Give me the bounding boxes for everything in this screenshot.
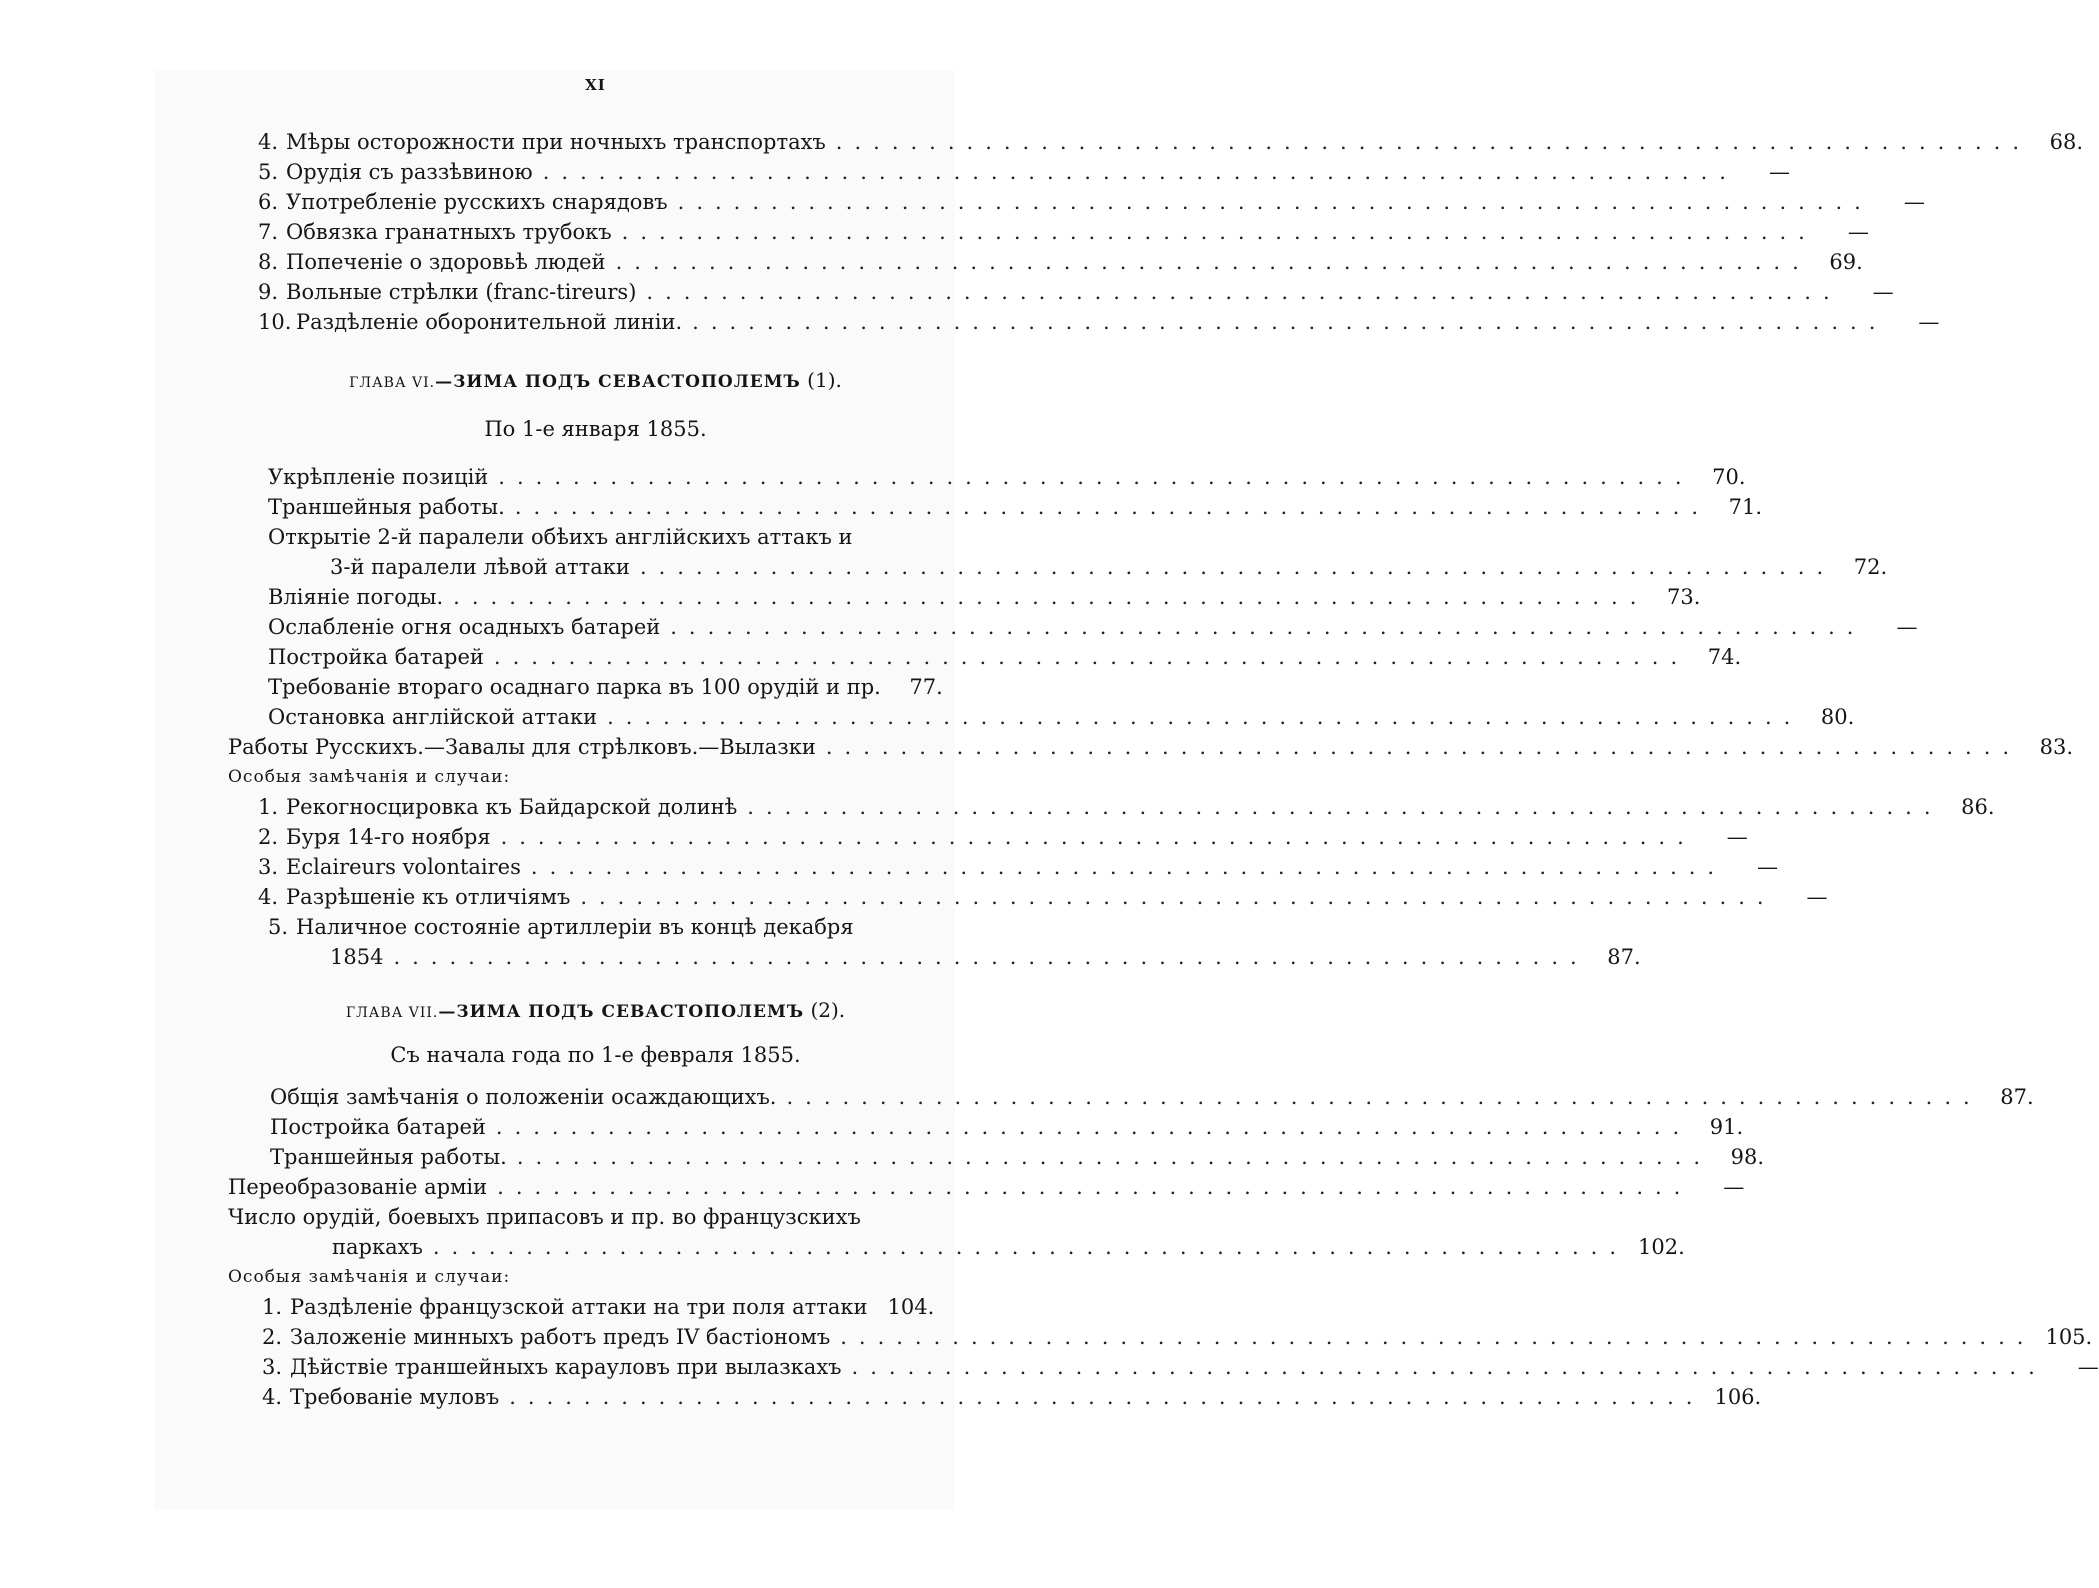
toc-entry: 4. Разрѣшеніе къ отличіямъ ................................................................ — — [258, 885, 1828, 909]
section-heading: Особыя замѣчанія и случаи: — [228, 767, 511, 787]
toc-entry: 1. Раздѣленіе французской аттаки на три поля аттаки 104. — [262, 1295, 935, 1319]
toc-entry: Работы Русскихъ.—Завалы для стрѣлковъ.—Вылазки ................................................................ 83. — [228, 735, 2074, 759]
chapter-subtitle: Съ начала года по 1-е февраля 1855. — [390, 1043, 801, 1067]
section-heading: Особыя замѣчанія и случаи: — [228, 1267, 511, 1287]
toc-entry: 7. Обвязка гранатныхъ трубокъ ................................................................ — — [258, 220, 1869, 244]
toc-entry: Требованіе втораго осаднаго парка въ 100 орудій и пр. 77. — [268, 675, 943, 699]
chapter-heading: ГЛАВА VII.—ЗИМА ПОДЪ СЕВАСТОПОЛЕМЪ (2). — [345, 998, 846, 1022]
toc-entry: 6. Употребленіе русскихъ снарядовъ ................................................................ — — [258, 190, 1925, 214]
toc-entry: Постройка батарей ................................................................ 91. — [270, 1115, 1744, 1139]
toc-entry: Постройка батарей ................................................................ 74. — [268, 645, 1742, 669]
toc-entry: 5. Наличное состояніе артиллеріи въ концѣ декабря — [267, 915, 854, 939]
toc-entry: Переобразованіе арміи ................................................................ — — [228, 1175, 1745, 1199]
toc-entry: 8. Попеченіе о здоровьѣ людей ................................................................ 69. — [258, 250, 1863, 274]
toc-entry: 3. Дѣйствіе траншейныхъ карауловъ при вылазкахъ ................................................................ — — [262, 1355, 2099, 1379]
chapter-heading: ГЛАВА VI.—ЗИМА ПОДЪ СЕВАСТОПОЛЕМЪ (1). — [349, 368, 842, 392]
toc-entry: 2. Буря 14-го ноября ................................................................ — — [258, 825, 1748, 849]
toc-entry: Ослабленіе огня осадныхъ батарей ................................................................ — — [268, 615, 1918, 639]
toc-entry: Общія замѣчанія о положеніи осаждающихъ. ................................................................ 87. — [270, 1085, 2034, 1109]
chapter-subtitle: По 1-е января 1855. — [484, 417, 707, 441]
toc-entry: Траншейныя работы. ................................................................ 71. — [268, 495, 1763, 519]
toc-entry: Укрѣпленіе позицій ................................................................ 70. — [268, 465, 1746, 489]
toc-entry: 5. Орудія съ раззѣвиною ................................................................ — — [258, 160, 1790, 184]
toc-entry: Число орудій, боевыхъ припасовъ и пр. во французскихъ — [228, 1205, 861, 1229]
toc-entry: Открытіе 2-й паралели обѣихъ англійскихъ аттакъ и — [268, 525, 853, 549]
toc-entry: Остановка англійской аттаки ................................................................ 80. — [268, 705, 1855, 729]
toc-entry: 9. Вольные стрѣлки (franc-tireurs) ................................................................ — — [258, 280, 1894, 304]
toc-entry: 4. Мѣры осторожности при ночныхъ транспортахъ ................................................................ 68. — [258, 130, 2084, 154]
page-number: XI — [585, 76, 606, 94]
toc-entry: 4. Требованіе муловъ ................................................................ 106. — [262, 1385, 1762, 1409]
toc-entry: 10. Раздѣленіе оборонительной линіи. ................................................................ — — [258, 310, 1940, 334]
toc-entry: 2. Заложеніе минныхъ работъ предъ IV бастіономъ ................................................................ 105. — [262, 1325, 2093, 1349]
toc-entry: 1854 ................................................................ 87. — [330, 945, 1641, 969]
toc-entry: 1. Рекогносцировка къ Байдарской долинѣ ................................................................ 86. — [258, 795, 1995, 819]
toc-entry: паркахъ ................................................................ 102. — [332, 1235, 1685, 1259]
toc-entry: Вліяніе погоды. ................................................................ 73. — [268, 585, 1701, 609]
toc-entry: 3. Eclaireurs volontaires ................................................................ — — [258, 855, 1779, 879]
toc-entry: Траншейныя работы. ................................................................ 98. — [270, 1145, 1765, 1169]
toc-entry: 3-й паралели лѣвой аттаки ................................................................ 72. — [330, 555, 1888, 579]
